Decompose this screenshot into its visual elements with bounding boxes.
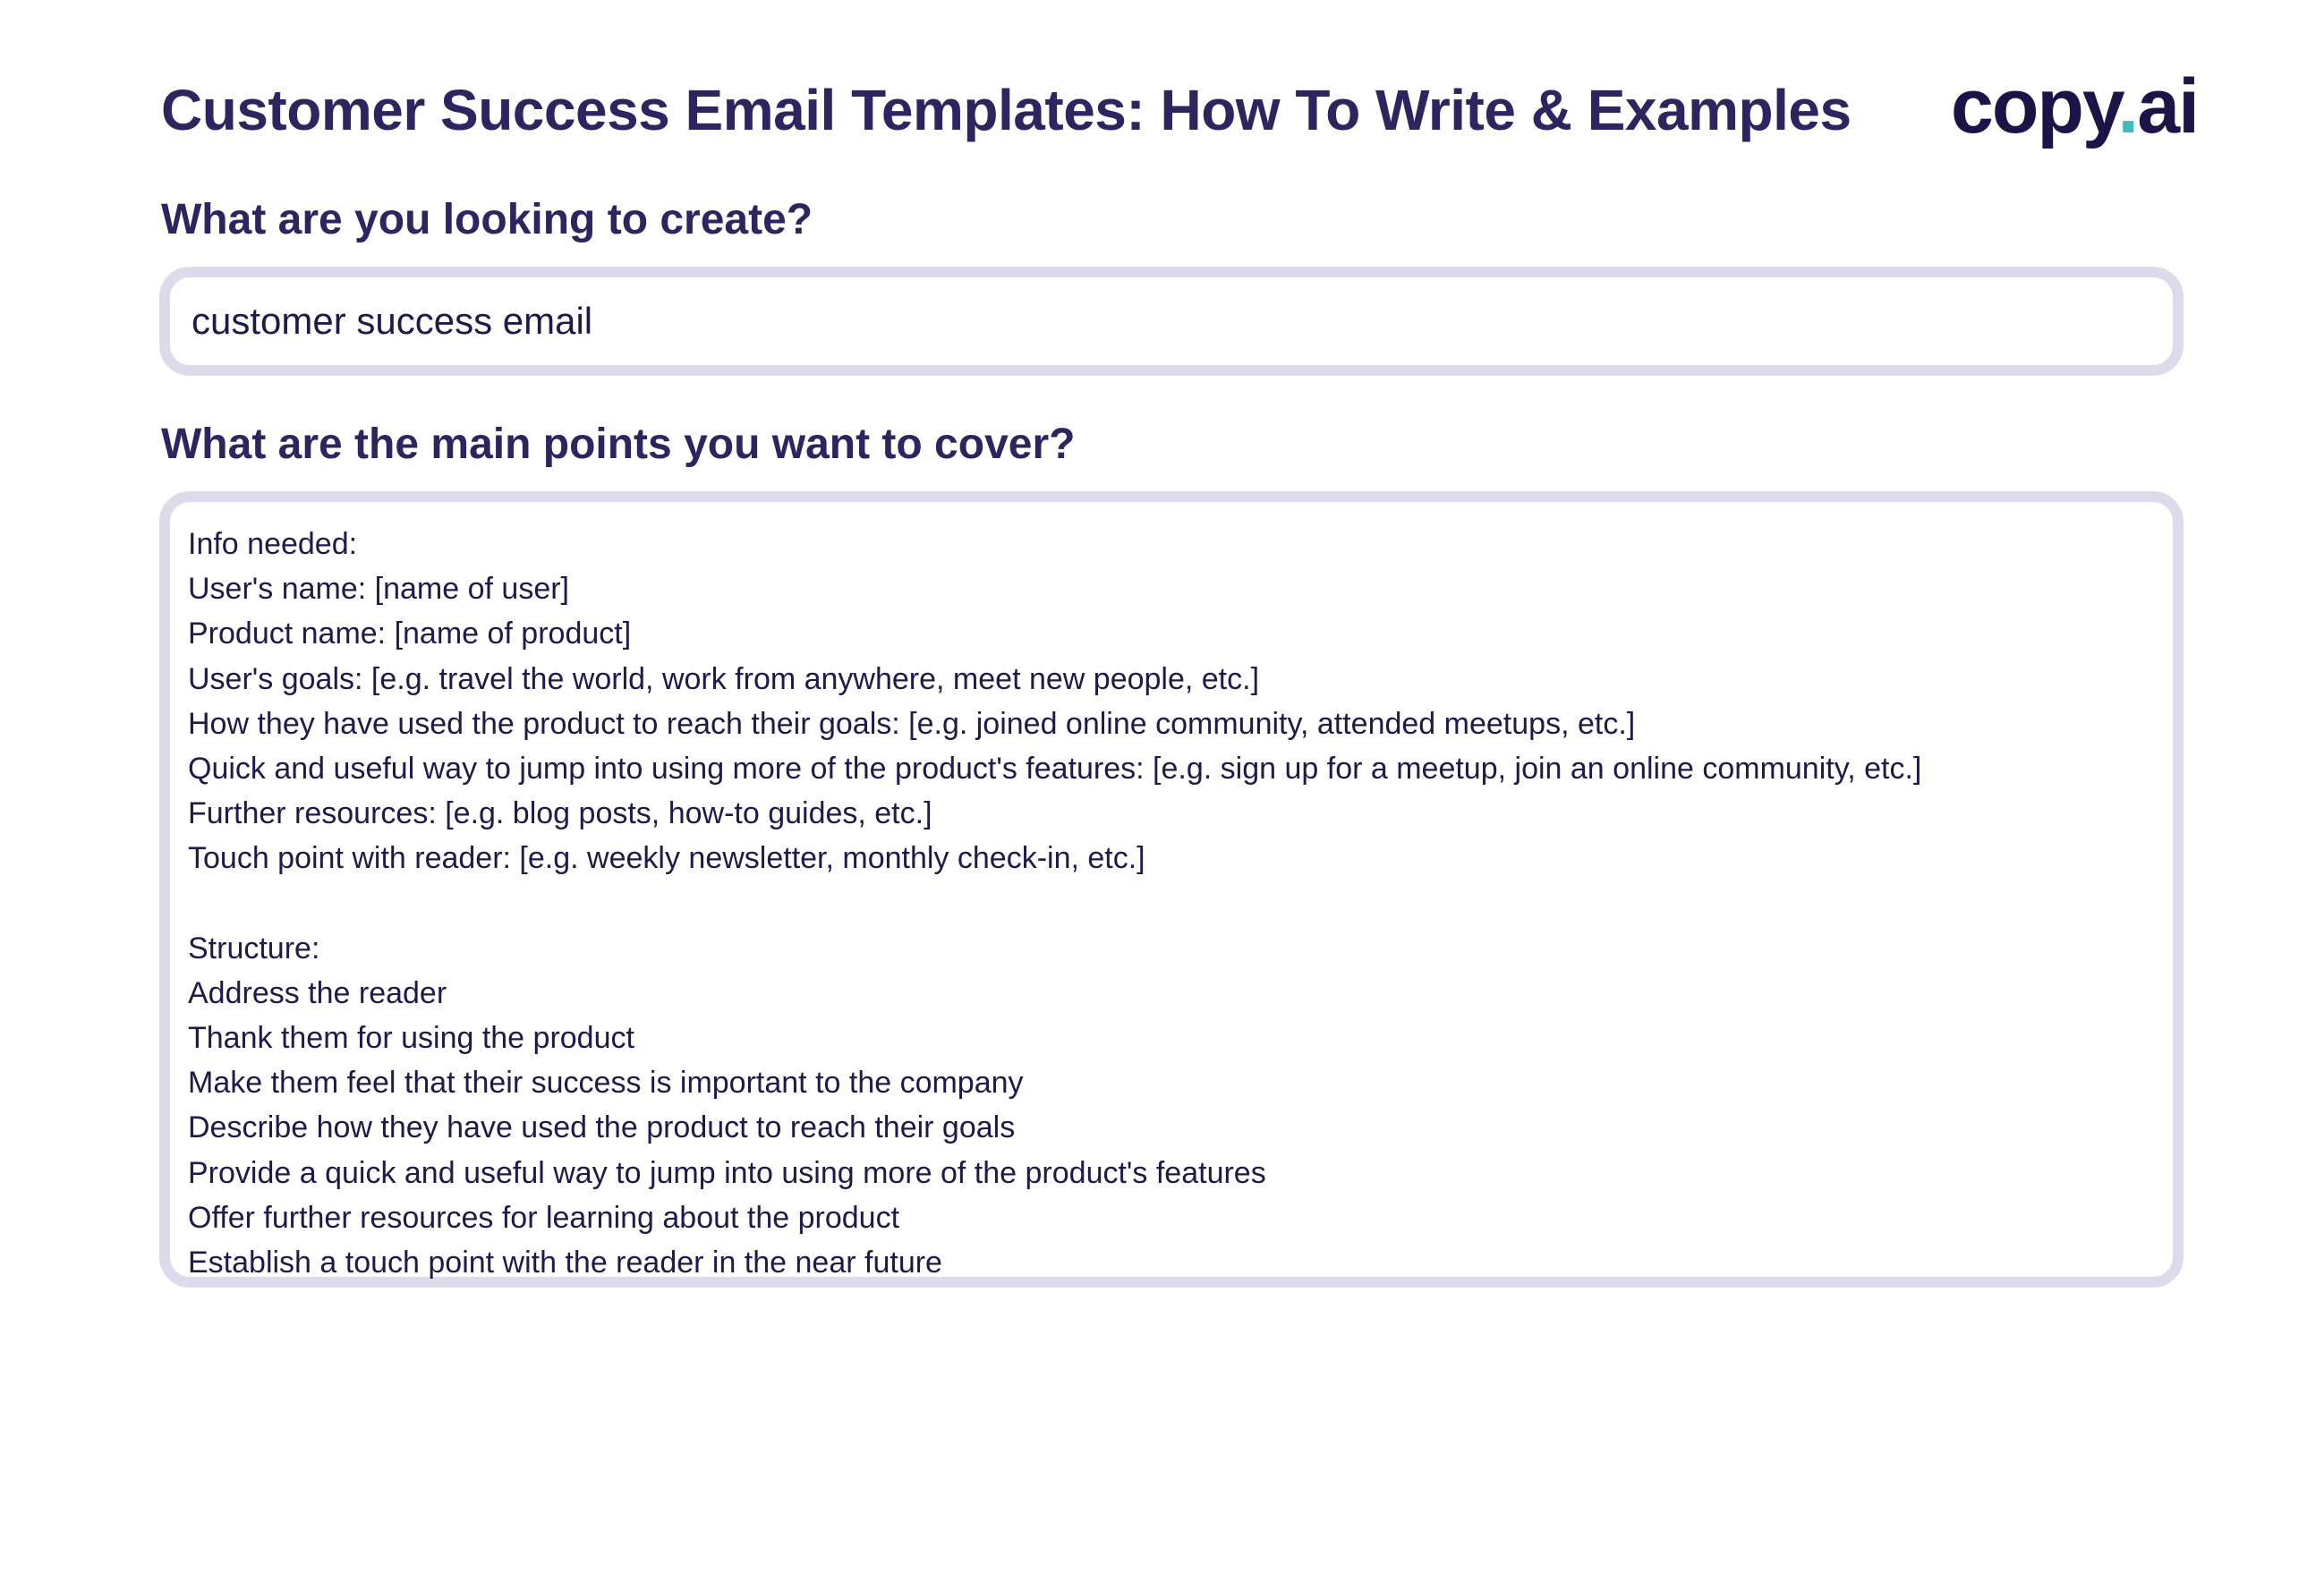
main-points-textarea[interactable] (159, 491, 2184, 1288)
page-title: Customer Success Email Templates: How To Write & Examples (161, 78, 1852, 142)
textarea-line: Info needed: (188, 527, 358, 561)
textarea-line: Address the reader (188, 975, 447, 1010)
textarea-line: Describe how they have used the product to reach their goals (188, 1110, 1016, 1145)
main-points-heading: What are the main points you want to cover? (161, 421, 1076, 468)
create-input[interactable] (159, 267, 2184, 376)
textarea-line: Product name: [name of product] (188, 617, 632, 651)
textarea-line: Structure: (188, 931, 320, 965)
create-question-heading: What are you looking to create? (161, 196, 813, 243)
logo-text-ai: ai (2137, 64, 2198, 149)
textarea-line: Quick and useful way to jump into using more of the product's features: [e.g. sign up for a meetup, join an online community, etc.] (188, 751, 1922, 786)
copy-ai-logo[interactable] (1951, 64, 2198, 149)
textarea-line: Thank them for using the product (188, 1021, 634, 1056)
logo-dot: . (2117, 64, 2138, 149)
textarea-line: User's goals: [e.g. travel the world, work from anywhere, meet new people, etc.] (188, 661, 1260, 696)
textarea-line: Further resources: [e.g. blog posts, how-to guides, etc.] (188, 796, 932, 831)
create-input-value: customer success email (192, 300, 593, 342)
textarea-blank-line (188, 881, 2155, 926)
textarea-line: How they have used the product to reach their goals: [e.g. joined online community, attended meetups, etc.] (188, 706, 1636, 741)
logo-text-copy: copy (1951, 64, 2118, 149)
textarea-line: Establish a touch point with the reader in the near future (188, 1246, 942, 1280)
textarea-line: Touch point with reader: [e.g. weekly newsletter, monthly check-in, etc.] (188, 841, 1145, 876)
textarea-line: User's name: [name of user] (188, 572, 569, 607)
textarea-line: Make them feel that their success is important to the company (188, 1066, 1024, 1101)
textarea-line: Offer further resources for learning about the product (188, 1200, 900, 1235)
textarea-line: Provide a quick and useful way to jump into using more of the product's features (188, 1155, 1266, 1190)
